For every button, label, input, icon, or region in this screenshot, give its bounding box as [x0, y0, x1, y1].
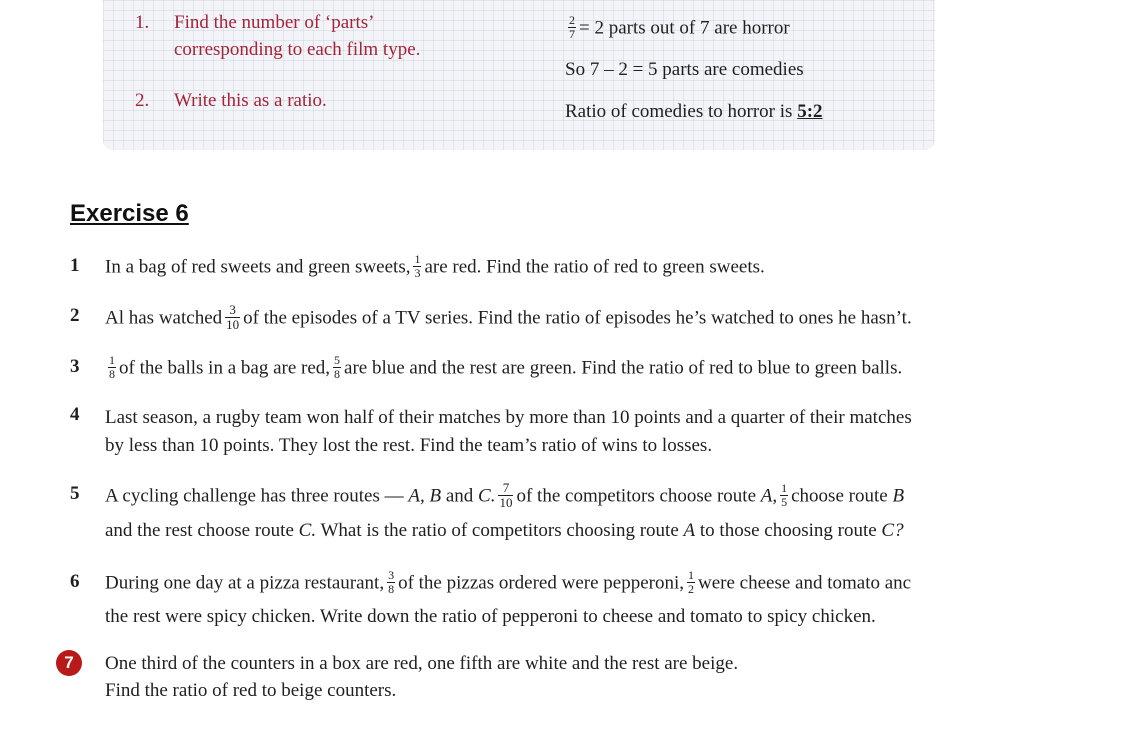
fraction: $\frac{7}{10}$ — [499, 480, 513, 510]
question-5-line-2: and the rest choose route C. What is the ratio of competitors choosing route A to those choosing route C? — [105, 520, 904, 541]
fraction: $\frac{1}{8}$ — [109, 353, 115, 381]
solution-line-1: $\frac{2}{7}$ = 2 parts out of 7 are horror — [569, 13, 790, 41]
question-number: 2 — [70, 305, 80, 326]
question-5: A cycling challenge has three routes — A, B and C. $\frac{7}{10}$ of the competitors choose route A, $\frac{1}{5}$ choose route B — [105, 480, 905, 510]
solution-line-3: Ratio of comedies to horror is 5:2 — [565, 101, 823, 122]
question-6: During one day at a pizza restaurant, $\frac{3}{8}$ of the pizzas ordered were pepperoni, $\frac{1}{2}$ were cheese and tomato anc — [105, 568, 912, 596]
step-number: 2. — [135, 90, 150, 111]
exercise-title: Exercise 6 — [70, 200, 189, 227]
question-7: One third of the counters in a box are red, one fifth are white and the rest are beige. Find the ratio of red to beige counters. — [105, 653, 739, 701]
fraction: $\frac{1}{3}$ — [414, 252, 421, 280]
fraction: $\frac{3}{8}$ — [388, 568, 395, 596]
step-text: Write this as a ratio. — [174, 90, 327, 111]
question-number: 3 — [70, 356, 80, 377]
fraction: $\frac{3}{10}$ — [226, 302, 240, 332]
step-text: Find the number of ‘parts’ corresponding to each film type. — [174, 12, 421, 60]
fraction: $\frac{5}{8}$ — [334, 353, 341, 381]
question-number: 4 — [70, 404, 80, 425]
solution-line-2: So 7 – 2 = 5 parts are comedies — [565, 59, 804, 80]
question-number: 1 — [70, 255, 80, 276]
question-2: Al has watched $\frac{3}{10}$ of the episodes of a TV series. Find the ratio of episodes he’s watched to ones he hasn’t. — [105, 302, 912, 332]
question-6-line-2: the rest were spicy chicken. Write down the ratio of pepperoni to cheese and tomato to spicy chicken. — [105, 606, 876, 627]
question-7-badge: 7 — [56, 650, 82, 676]
question-number: 5 — [70, 483, 80, 504]
question-1: In a bag of red sweets and green sweets, $\frac{1}{3}$ are red. Find the ratio of red to green sweets. — [105, 252, 765, 280]
fraction: $\frac{1}{5}$ — [781, 481, 788, 509]
question-number: 6 — [70, 571, 80, 592]
fraction: $\frac{2}{7}$ — [569, 13, 575, 41]
question-3: $\frac{1}{8}$ of the balls in a bag are red, $\frac{5}{8}$ are blue and the rest are green. Find the ratio of red to blue to green balls. — [109, 353, 903, 381]
step-number: 1. — [135, 12, 150, 33]
ratio-answer: 5:2 — [797, 101, 823, 122]
question-4: Last season, a rugby team won half of their matches by more than 10 points and a quarter of their matches by less than 10 points. They lost the rest. Find the team’s ratio of wins to losses. — [105, 407, 912, 456]
fraction: $\frac{1}{2}$ — [688, 568, 694, 596]
